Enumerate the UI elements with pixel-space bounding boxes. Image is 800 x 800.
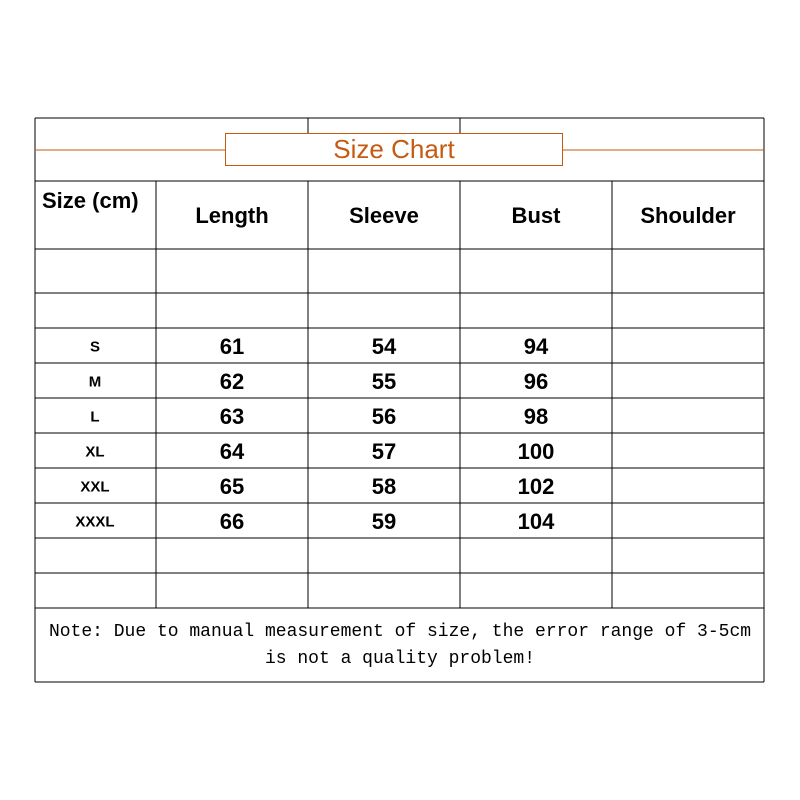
bust-value: 96 xyxy=(523,369,549,394)
column-header-shoulder: Shoulder xyxy=(640,203,736,228)
size-label: XXL xyxy=(80,478,110,496)
size-label: XXXL xyxy=(75,513,115,531)
bust-value: 94 xyxy=(523,334,549,359)
sleeve-value: 58 xyxy=(371,474,397,499)
sleeve-value: 54 xyxy=(371,334,397,359)
size-column-header: Size (cm) xyxy=(42,188,139,213)
bust-value: 98 xyxy=(523,404,549,429)
column-header-bust: Bust xyxy=(511,203,561,228)
sleeve-value: 59 xyxy=(371,509,397,534)
length-value: 62 xyxy=(219,369,245,394)
size-label: S xyxy=(89,338,101,356)
sleeve-value: 55 xyxy=(371,369,397,394)
sleeve-value: 57 xyxy=(371,439,397,464)
length-value: 61 xyxy=(219,334,245,359)
length-value: 63 xyxy=(219,404,245,429)
size-label: L xyxy=(90,408,100,426)
column-header-length: Length xyxy=(195,203,269,228)
length-value: 66 xyxy=(219,509,245,534)
size-label: XL xyxy=(85,443,105,461)
size-chart-title: Size Chart xyxy=(225,133,563,166)
measurement-note: Note: Due to manual measurement of size, the error range of 3-5cm is not a quality problem! xyxy=(48,622,752,669)
length-value: 65 xyxy=(219,474,245,499)
bust-value: 100 xyxy=(517,439,555,464)
bust-value: 104 xyxy=(517,509,555,534)
size-label: M xyxy=(88,373,102,391)
length-value: 64 xyxy=(219,439,245,464)
bust-value: 102 xyxy=(517,474,555,499)
column-header-sleeve: Sleeve xyxy=(349,203,419,228)
sleeve-value: 56 xyxy=(371,404,397,429)
